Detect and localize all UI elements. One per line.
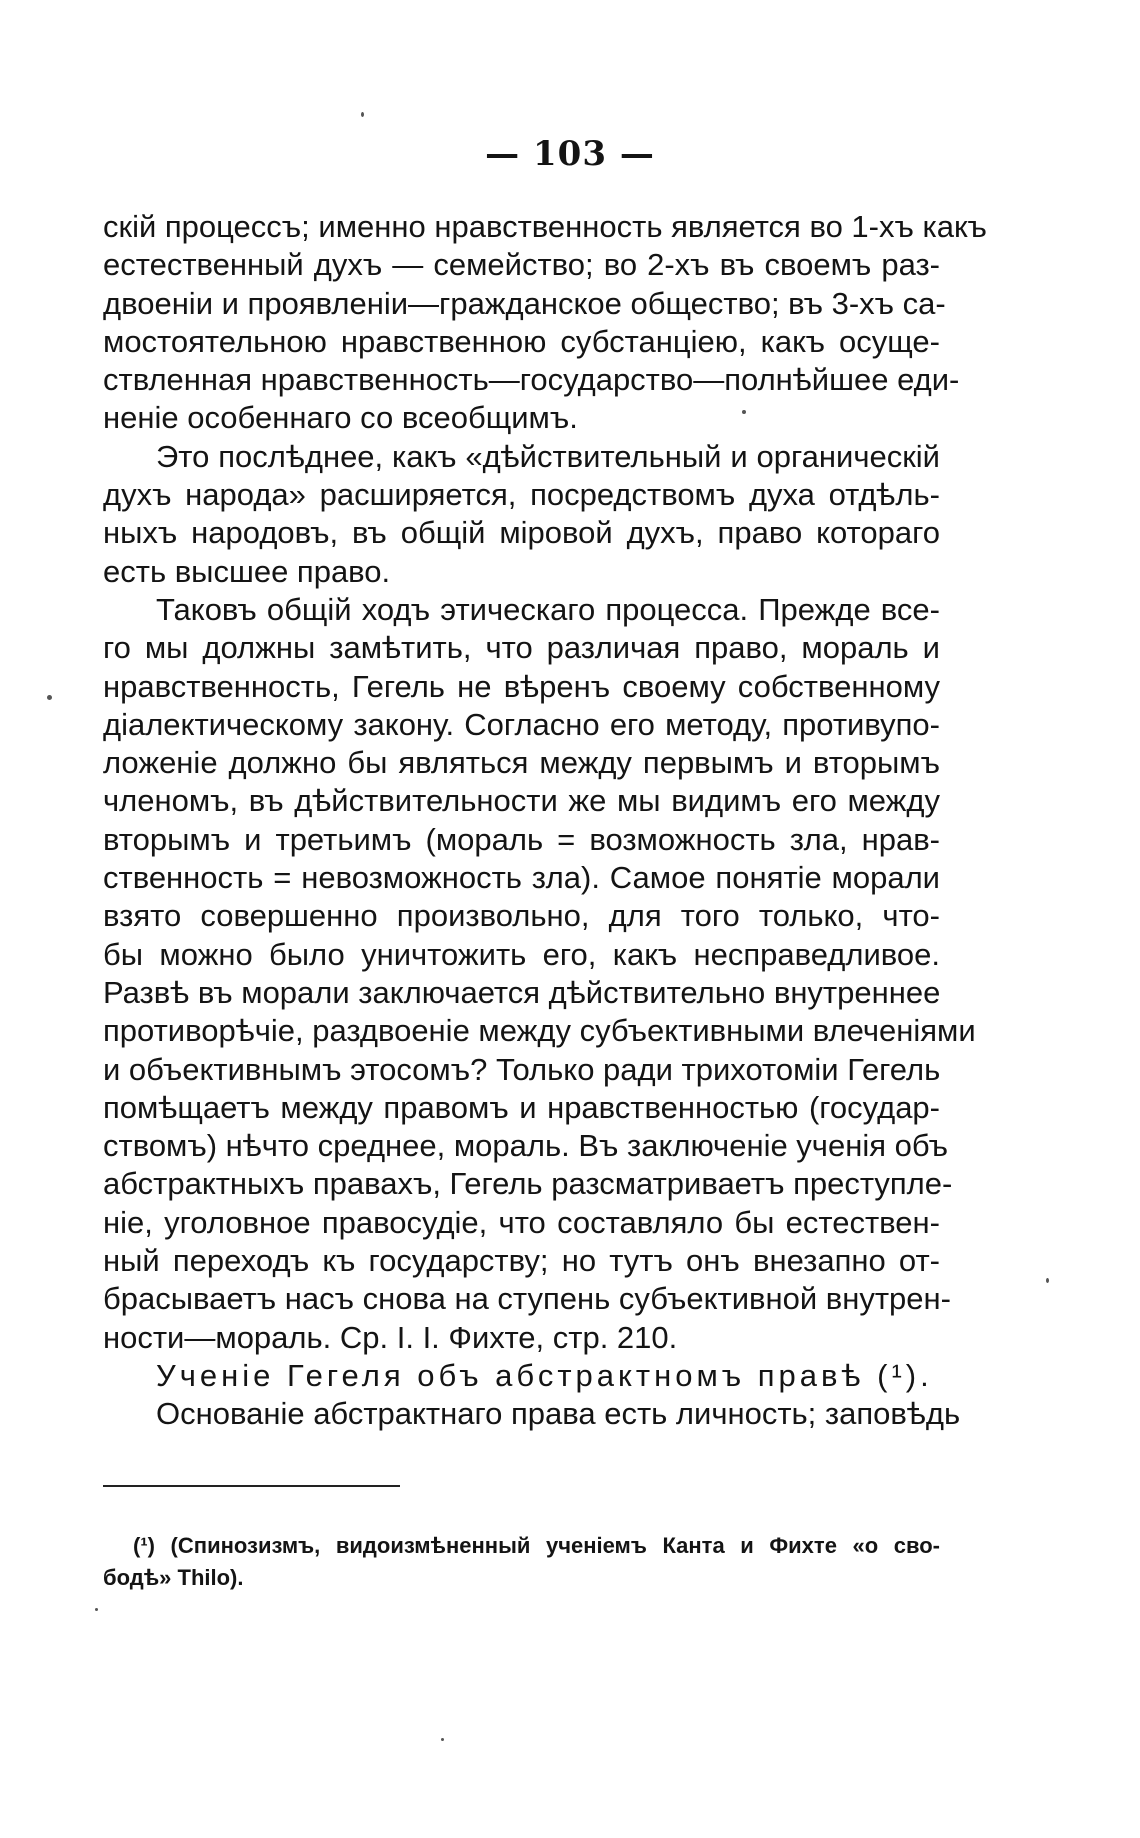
- body-text: [103, 208, 987, 1434]
- footnote: [103, 1530, 940, 1594]
- text-line: взято совершенно произвольно, для того только, что-: [103, 898, 940, 934]
- text-line: Развѣ въ морали заключается дѣйствительно внутреннее: [103, 974, 941, 1010]
- text-line: двоеніи и проявленіи—гражданское общество; въ 3-хъ са-: [103, 285, 946, 321]
- text-line: діалектическому закону. Согласно его методу, противупо-: [103, 706, 940, 742]
- footnote-line: (¹) (Спинозизмъ, видоизмѣненный ученіемъ Канта и Фихте «о сво-: [133, 1533, 940, 1558]
- text-line: духъ народа» расширяется, посредствомъ духа отдѣль-: [103, 477, 940, 513]
- text-line: и объективнымъ этосомъ? Только ради трихотоміи Гегель: [103, 1051, 941, 1087]
- text-line: Это послѣднее, какъ «дѣйствительный и органическій: [156, 438, 940, 474]
- text-line: противорѣчіе, раздвоеніе между субъективными влеченіями: [103, 1013, 976, 1049]
- scan-speck: [95, 1608, 98, 1611]
- scan-speck: [441, 1738, 444, 1741]
- text-line: ный переходъ къ государству; но тутъ онъ внезапно от-: [103, 1243, 940, 1279]
- text-line: го мы должны замѣтить, что различая право, мораль и: [103, 630, 940, 666]
- text-line: есть высшее право.: [103, 553, 391, 589]
- text-line: ніе, уголовное правосудіе, что составляло бы естествен-: [103, 1204, 940, 1240]
- text-line: абстрактныхъ правахъ, Гегель разсматриваетъ преступле-: [103, 1166, 953, 1202]
- text-line: ствленная нравственность—государство—полнѣйшее еди-: [103, 362, 960, 398]
- text-line: нравственность, Гегель не вѣренъ своему собственному: [103, 668, 940, 704]
- footnote-line: бодѣ» Thilo).: [103, 1565, 244, 1590]
- text-line: Основаніе абстрактнаго права есть личность; заповѣдь: [156, 1396, 961, 1432]
- text-line: естественный духъ — семейство; во 2-хъ въ своемъ раз-: [103, 247, 940, 283]
- scan-speck: [1046, 1278, 1049, 1283]
- text-line: ствомъ) нѣчто среднее, мораль. Въ заключеніе ученія объ: [103, 1128, 948, 1164]
- paragraph-1: [103, 208, 987, 438]
- text-line: скій процессъ; именно нравственность является во 1-хъ какъ: [103, 209, 987, 244]
- text-line: неніе особеннаго со всеобщимъ.: [103, 400, 578, 436]
- text-line: мостоятельною нравственною субстанціею, какъ осуще-: [103, 323, 940, 359]
- text-line: вторымъ и третьимъ (мораль = возможность зла, нрав-: [103, 821, 940, 857]
- scan-speck: [361, 112, 364, 117]
- scan-speck: [47, 695, 52, 700]
- section-heading: [103, 1357, 940, 1395]
- text-line: членомъ, въ дѣйствительности же мы видимъ его между: [103, 783, 940, 819]
- scan-speck: [742, 410, 746, 414]
- text-line: бы можно было уничтожить его, какъ несправедливое.: [103, 936, 940, 972]
- paragraph-3: [103, 591, 976, 1357]
- text-line: брасываетъ насъ снова на ступень субъективной внутрен-: [103, 1281, 951, 1317]
- text-line: Таковъ общій ходъ этическаго процесса. Прежде все-: [156, 591, 940, 627]
- text-line: ственность = невозможность зла). Самое понятіе морали: [103, 860, 940, 896]
- footnote-divider: [103, 1485, 400, 1487]
- text-line: ности—мораль. Ср. I. I. Фихте, стр. 210.: [103, 1319, 678, 1355]
- page-number: — 103 —: [485, 134, 655, 174]
- text-line: ныхъ народовъ, въ общій міровой духъ, право котораго: [103, 515, 940, 551]
- paragraph-2: [103, 438, 940, 591]
- section-heading-text: Ученіе Гегеля объ абстрактномъ правѣ (¹).: [156, 1357, 933, 1393]
- text-line: ложеніе должно бы являться между первымъ и вторымъ: [103, 745, 940, 781]
- paragraph-4: [103, 1395, 961, 1433]
- text-line: помѣщаетъ между правомъ и нравственностью (государ-: [103, 1089, 940, 1125]
